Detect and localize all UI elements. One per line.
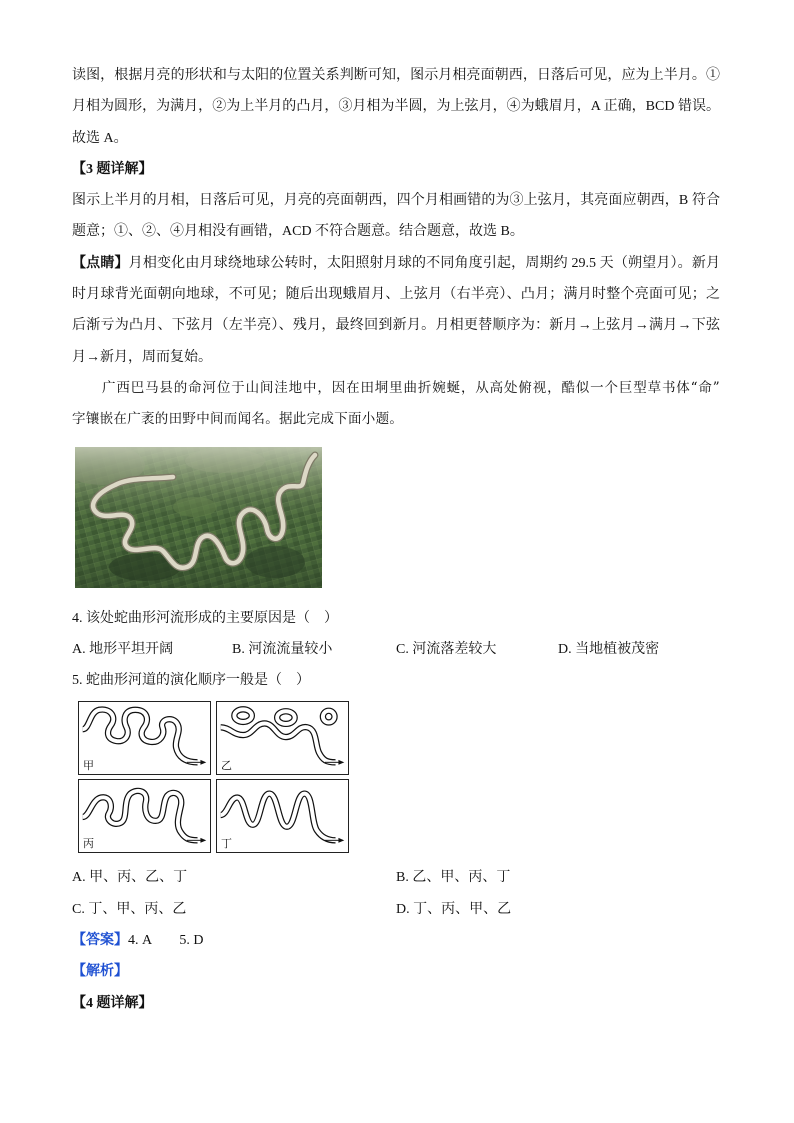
meander-diagram [79,702,210,774]
option-a: A. 地形平坦开阔 [72,641,174,657]
text-line: 月相为圆形，为满月，②为上半月的凸月，③月相为半圆，为上弦月，④为蛾眉月，A 正确，BCD 错误。 [72,99,720,115]
flow-arrow-head [338,838,344,843]
answer-text: 4. A 5. D [128,933,204,949]
meander-panel-yi [216,701,349,775]
text-line: 故选 A。 [72,130,128,146]
river-photo-drawing [75,447,322,588]
meander-panel-jia [78,701,211,775]
text-line: 图示上半月的月相，日落后可见，月亮的亮面朝西，四个月相画错的为③上弦月，其亮面应朝西，B 符合 [72,193,720,209]
question-5-stem: 5. 蛇曲形河道的演化顺序一般是（ ） [72,673,310,689]
flow-arrow-head [200,838,206,843]
question-5-options-and-answer [72,862,720,1018]
meander-diagram [217,702,348,774]
tip-label: 【点睛】 [72,255,129,271]
meander-panel-bing [78,779,211,853]
questions [72,603,720,697]
tip-text: 月相变化由月球绕地球公转时，太阳照射月球的不同角度引起，周期约 29.5 天（朔望月）。新月 [128,255,721,271]
answer-label: 【答案】 [72,933,128,949]
meander-diagram [217,780,348,852]
panel-label: 甲 [83,759,94,773]
answer-line [72,925,720,956]
option-c: C. 河流落差较大 [396,641,497,657]
analysis-line [72,956,720,987]
meander-diagram [79,780,210,852]
flow-arrow-head [200,760,206,765]
q4-detail-heading: 【4 题详解】 [72,995,153,1011]
option-c: C. 丁、甲、丙、乙 [72,901,187,917]
text-line: 后渐亏为凸月、下弦月（左半亮）、残月，最终回到新月。月相更替顺序为：新月→上弦月→满月→下弦 [72,318,720,334]
panel-label: 乙 [221,759,232,773]
option-d: D. 丁、丙、甲、乙 [396,901,512,917]
q3-detail-heading: 【3 题详解】 [72,161,153,177]
panel-label: 丙 [83,837,94,851]
option-d: D. 当地植被茂密 [558,641,660,657]
meander-evolution-figure [78,701,349,853]
material-line: 字镶嵌在广袤的田野中间而闻名。据此完成下面小题。 [72,411,404,428]
option-a: A. 甲、丙、乙、丁 [72,870,188,886]
question-5-options-row [72,862,720,893]
text-line: 题意；①、②、④月相没有画错，ACD 不符合题意。结合题意，故选 B。 [72,224,524,240]
analysis-label: 【解析】 [72,964,128,980]
panel-label: 丁 [221,837,232,851]
oxbow-lake [323,711,335,723]
option-b: B. 乙、甲、丙、丁 [396,870,511,886]
river-channel [83,791,198,840]
page-content [72,60,720,1019]
question-4-stem: 4. 该处蛇曲形河流形成的主要原因是（ ） [72,610,338,626]
material-line: 广西巴马县的命河位于山间洼地中，因在田垌里曲折婉蜒，从高处俯视，酷似一个巨型草书体“命” [102,379,720,396]
tip-first-line [72,248,720,279]
river-aerial-photo [75,447,322,588]
flow-arrow-head [338,760,344,765]
meander-panel-ding [216,779,349,853]
text-line: 读图，根据月亮的形状和与太阳的位置关系判断可知，图示月相亮面朝西，日落后可见，应为上半月。① [72,68,720,83]
question-4-options [72,634,720,665]
text-line: 时月球背光面朝向地球，不可见；随后出现蛾眉月、上弦月（右半亮）、凸月；满月时整个亮面可见；之 [72,287,720,303]
question-5-options-row [72,894,720,925]
option-b: B. 河流流量较小 [232,641,333,657]
text-line: 月→新月，周而复始。 [72,349,212,365]
